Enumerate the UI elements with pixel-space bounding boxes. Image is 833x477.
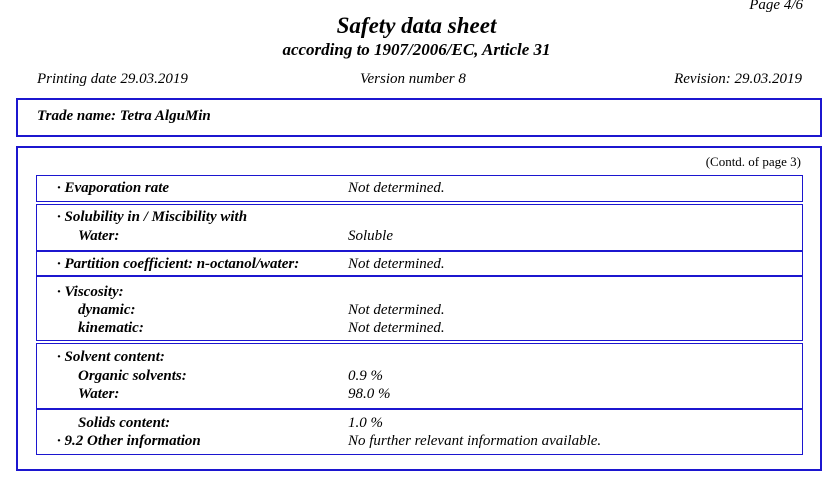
version-number: Version number 8 xyxy=(360,71,466,87)
viscosity-kinematic-value: Not determined. xyxy=(348,320,445,336)
solvent-water-label: Water: xyxy=(78,386,120,402)
solids-label: Solids content: xyxy=(78,415,171,431)
solvent-water-value: 98.0 % xyxy=(348,386,391,402)
document-subtitle: according to 1907/2006/EC, Article 31 xyxy=(282,40,551,59)
other-info-value: No further relevant information available. xyxy=(348,433,602,449)
solubility-water-label: Water: xyxy=(78,228,120,244)
evaporation-value: Not determined. xyxy=(348,180,445,196)
partition-label: · Partition coefficient: n-octanol/water: xyxy=(57,256,300,272)
partition-value: Not determined. xyxy=(348,256,445,272)
solvent-label: · Solvent content: xyxy=(57,349,165,365)
other-info-label: · 9.2 Other information xyxy=(57,433,201,449)
viscosity-dynamic-label: dynamic: xyxy=(78,302,136,318)
document-title: Safety data sheet xyxy=(336,13,497,38)
printing-date: Printing date 29.03.2019 xyxy=(37,71,188,87)
solvent-organic-label: Organic solvents: xyxy=(78,368,187,384)
viscosity-label: · Viscosity: xyxy=(57,284,124,300)
solids-value: 1.0 % xyxy=(348,415,383,431)
revision-date: Revision: 29.03.2019 xyxy=(674,71,802,87)
continued-note: (Contd. of page 3) xyxy=(705,154,801,169)
solvent-organic-value: 0.9 % xyxy=(348,368,383,384)
solubility-water-value: Soluble xyxy=(348,228,393,244)
trade-name: Trade name: Tetra AlguMin xyxy=(37,108,211,124)
page-number: Page 4/6 xyxy=(749,0,803,13)
evaporation-label: · Evaporation rate xyxy=(57,180,170,196)
solubility-label: · Solubility in / Miscibility with xyxy=(57,209,248,225)
viscosity-kinematic-label: kinematic: xyxy=(78,320,144,336)
viscosity-dynamic-value: Not determined. xyxy=(348,302,445,318)
